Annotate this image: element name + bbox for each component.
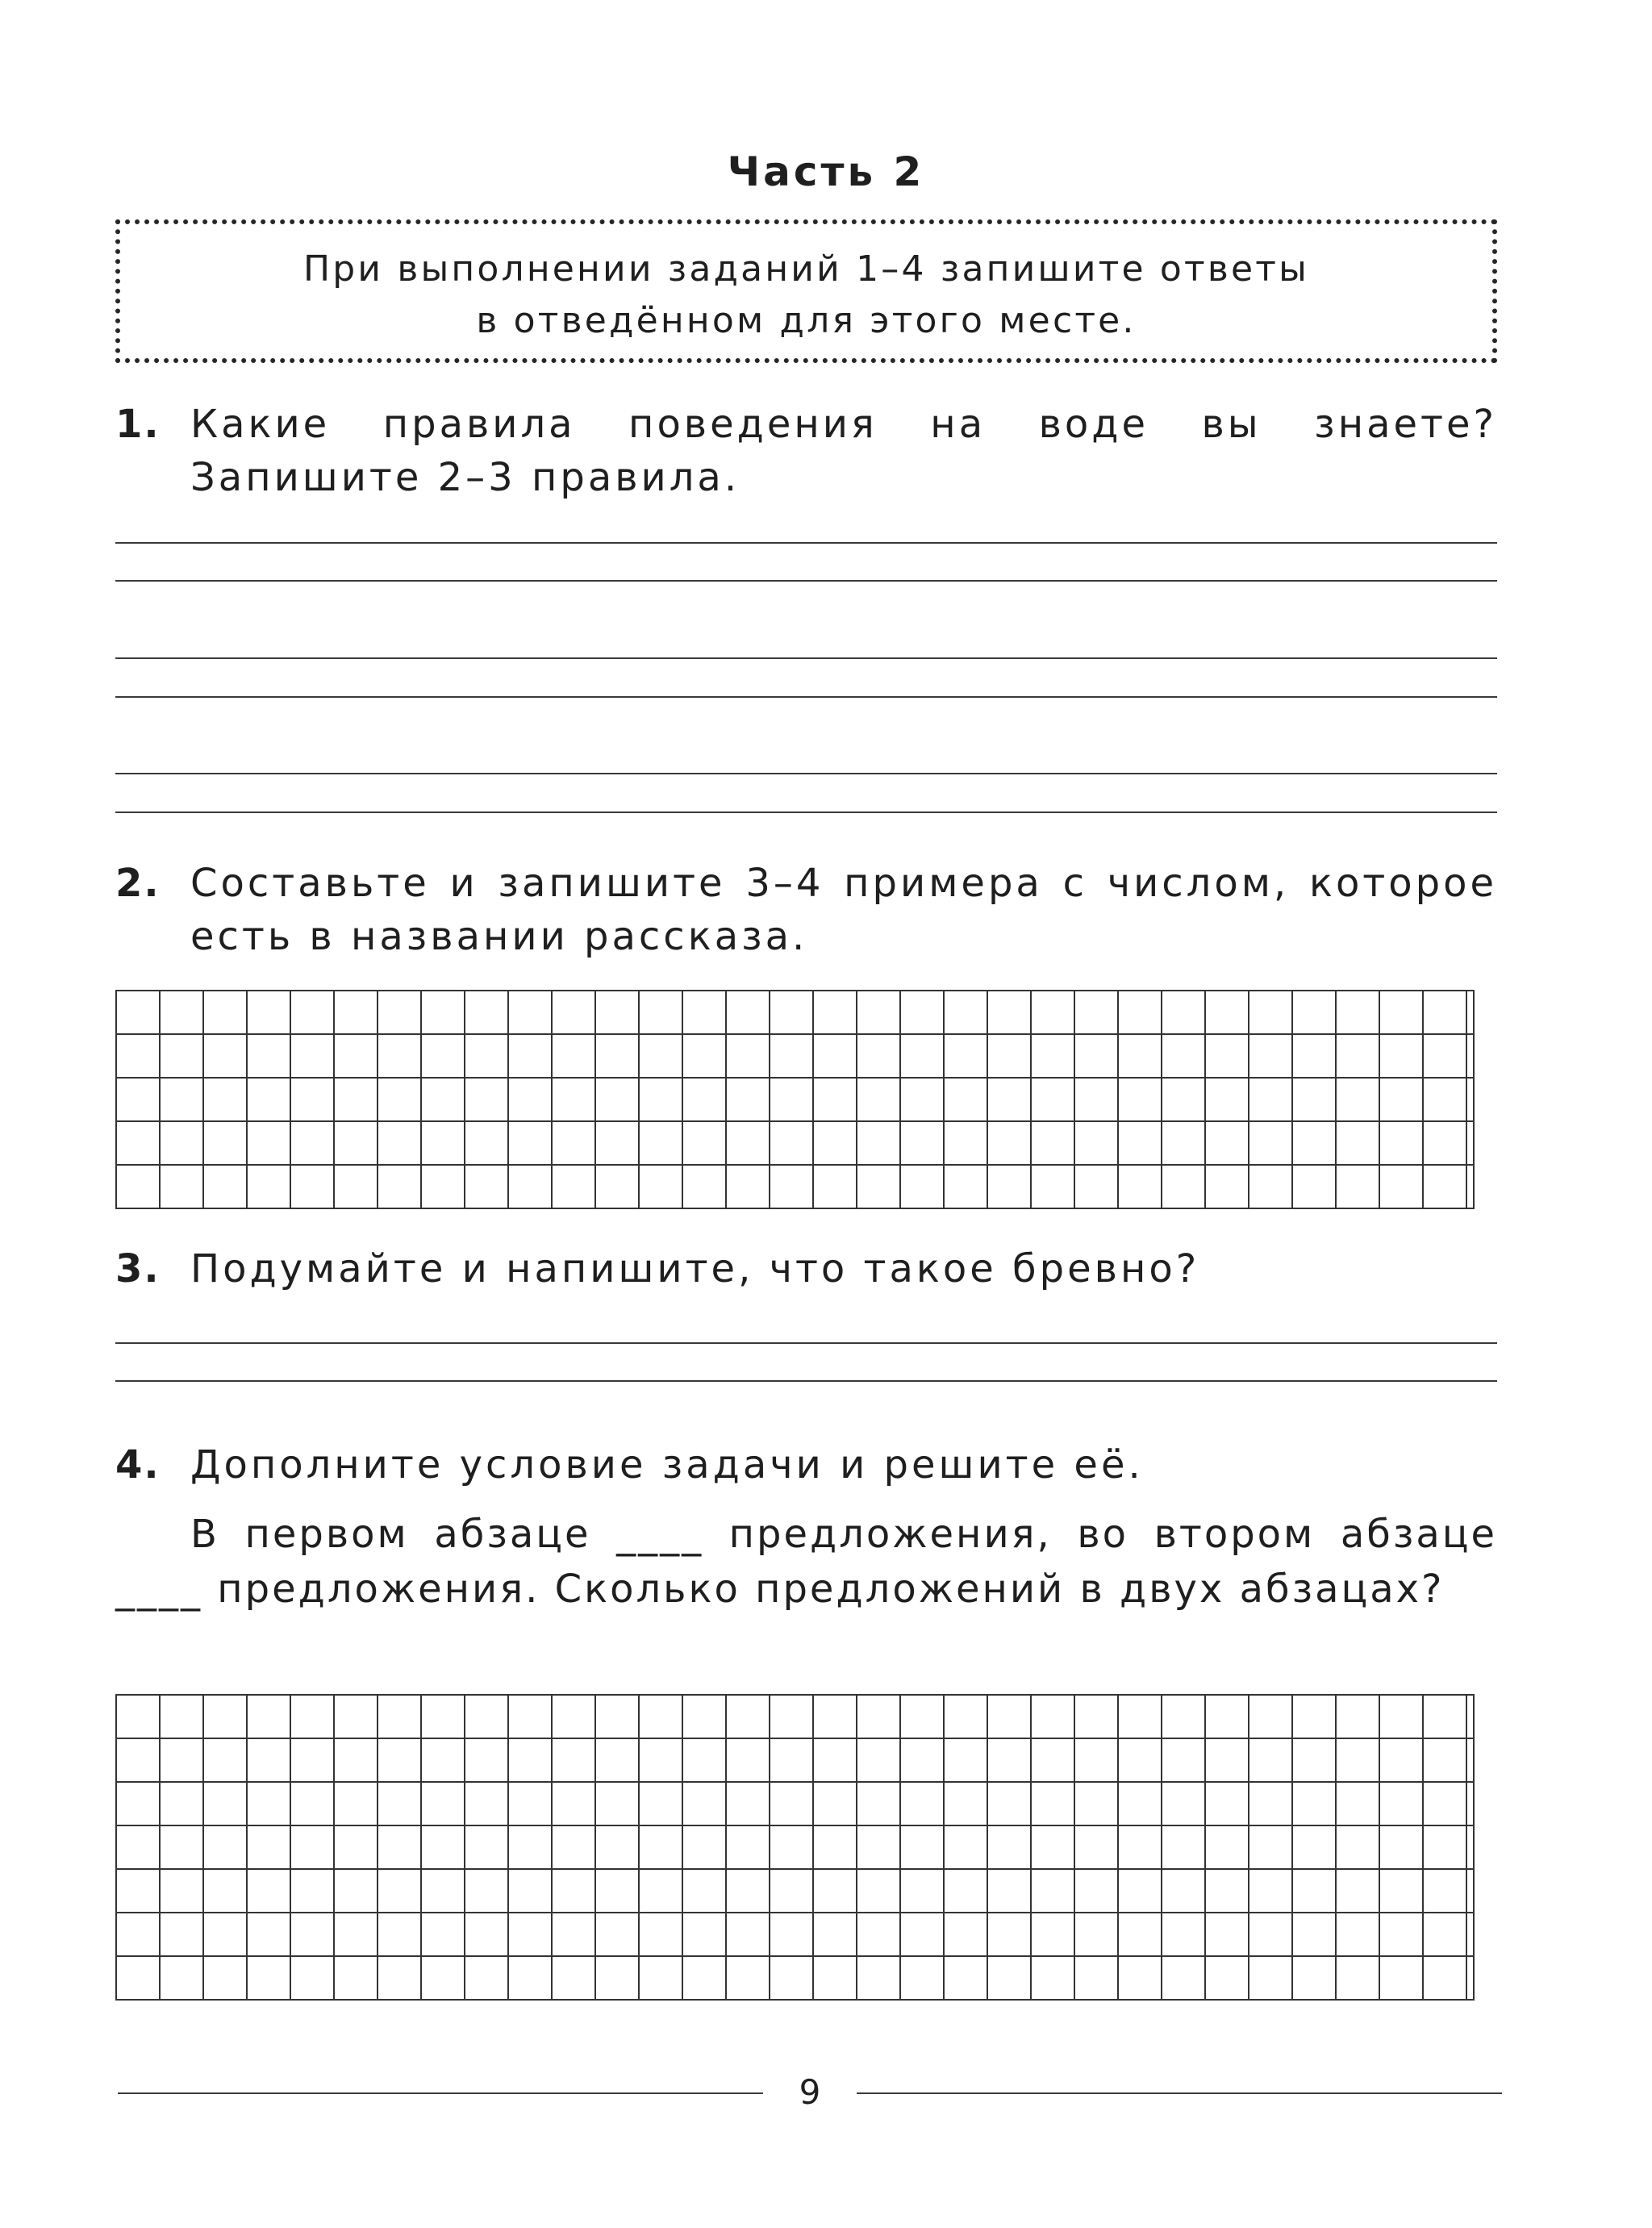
answer-line[interactable]	[115, 542, 1497, 544]
footer-rule-left	[118, 2092, 763, 2094]
answer-line[interactable]	[115, 580, 1497, 582]
page-title: Часть 2	[727, 148, 925, 195]
answer-line[interactable]	[115, 696, 1497, 698]
answer-line[interactable]	[115, 1380, 1497, 1382]
instructions-line-2: в отведённом для этого месте.	[476, 300, 1137, 341]
answer-line[interactable]	[115, 657, 1497, 659]
task-2-text: Составьте и запишите 3–4 примера с числом, которое есть в названии рассказа.	[190, 861, 1497, 959]
answer-line[interactable]	[115, 812, 1497, 813]
task-2-number: 2.	[115, 861, 161, 906]
task-3-text: Подумайте и напишите, что такое бревно?	[190, 1246, 1200, 1291]
answer-line[interactable]	[115, 1342, 1497, 1344]
task-1-text: Какие правила поведения на воде вы знаете? Запишите 2–3 правила.	[190, 402, 1497, 500]
answer-line[interactable]	[115, 773, 1497, 774]
instructions-box	[115, 219, 1497, 363]
instructions-line-1: При выполнении заданий 1–4 запишите ответы	[302, 248, 1310, 290]
task-4-text: Дополните условие задачи и решите её.	[190, 1442, 1144, 1487]
task-1-number: 1.	[115, 402, 161, 447]
answer-grid[interactable]	[115, 990, 1475, 1209]
answer-grid[interactable]	[115, 1694, 1475, 2001]
page-number: 9	[799, 2072, 821, 2112]
task-4-problem: В первом абзаце ____ предложения, во втором абзаце ____ предложения. Сколько предложений в двух абзацах?	[115, 1512, 1497, 1612]
instructions-text	[120, 244, 1492, 347]
task-3-number: 3.	[115, 1246, 161, 1291]
footer-rule-right	[857, 2092, 1502, 2094]
task-4-number: 4.	[115, 1442, 161, 1487]
